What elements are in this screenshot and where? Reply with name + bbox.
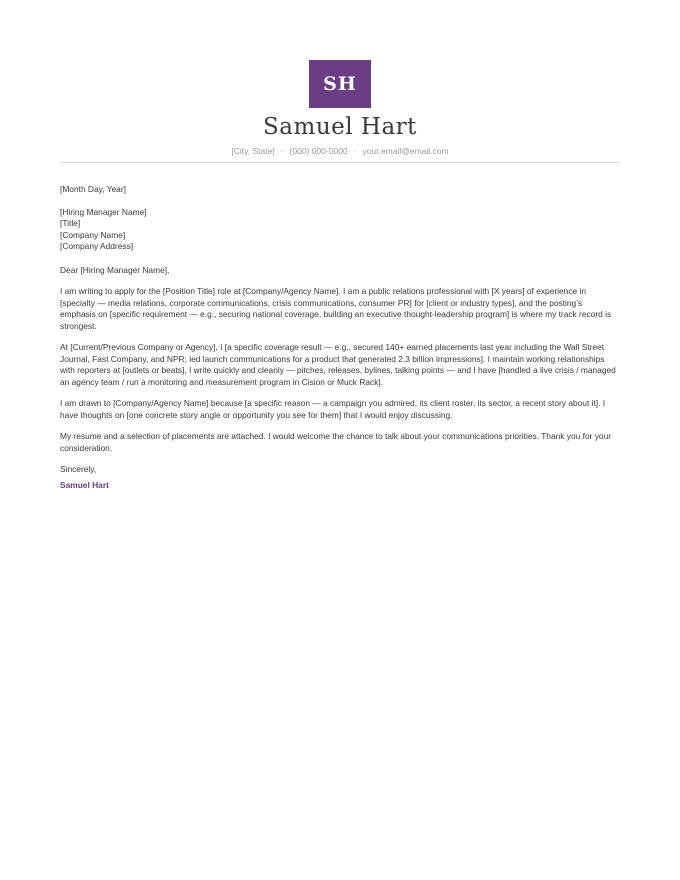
letter-date: [Month Day, Year] xyxy=(60,184,126,194)
monogram-text: SH xyxy=(323,73,357,95)
contact-email: your.email@email.com xyxy=(362,146,449,156)
recipient-name: [Hiring Manager Name] xyxy=(60,206,147,217)
letter-body xyxy=(60,184,620,491)
salutation: Dear [Hiring Manager Name], xyxy=(60,264,170,275)
recipient-block xyxy=(60,207,620,253)
contact-separator: · xyxy=(353,146,357,156)
contact-line xyxy=(0,146,680,156)
recipient-company: [Company Name] xyxy=(60,229,126,240)
contact-location: [City, State] xyxy=(231,146,275,156)
paragraph-motivation: I am drawn to [Company/Agency Name] because [a specific reason — a campaign you admired, its client roster, its sector, a recent story about it]. I have thoughts on [one concrete story angle or opportunity you see for them] that I would enjoy discussing. xyxy=(60,398,606,420)
monogram-badge xyxy=(309,60,371,108)
contact-separator: · xyxy=(280,146,284,156)
paragraph-experience: At [Current/Previous Company or Agency], I [a specific coverage result — e.g., secured 140+ earned placements last year including the Wall Street Journal, Fast Company, and NPR; led launch communications for a product that generated 2.3 billion impressions]. I maintain working relationships with reporters at [outlets or beats], I write quickly and cleanly — pitches, releases, bylines, talking points — and I have [handled a live crisis / managed an agency team / run a monitoring and measurement program in Cision or Muck Rack]. xyxy=(60,342,616,387)
signature-name: Samuel Hart xyxy=(60,479,109,490)
recipient-title: [Title] xyxy=(60,218,81,228)
applicant-name: Samuel Hart xyxy=(263,114,417,140)
recipient-address: [Company Address] xyxy=(60,241,134,251)
header-divider xyxy=(60,162,620,163)
closing-phrase: Sincerely, xyxy=(60,464,97,474)
paragraph-closing: My resume and a selection of placements are attached. I would welcome the chance to talk about your communications priorities. Thank you for your consideration. xyxy=(60,431,612,453)
contact-phone: (000) 000-0000 xyxy=(289,146,348,156)
paragraph-intro: I am writing to apply for the [Position Title] role at [Company/Agency Name]. I am a public relations professional with [X years] of experience in [specialty — media relations, corporate communications, crisis communications, consumer PR] for [client or industry types], and the posting’s emphasis on [specific requirement — e.g., securing national coverage, building an executive thought-leadership program] is where my track record is strongest. xyxy=(60,286,612,331)
